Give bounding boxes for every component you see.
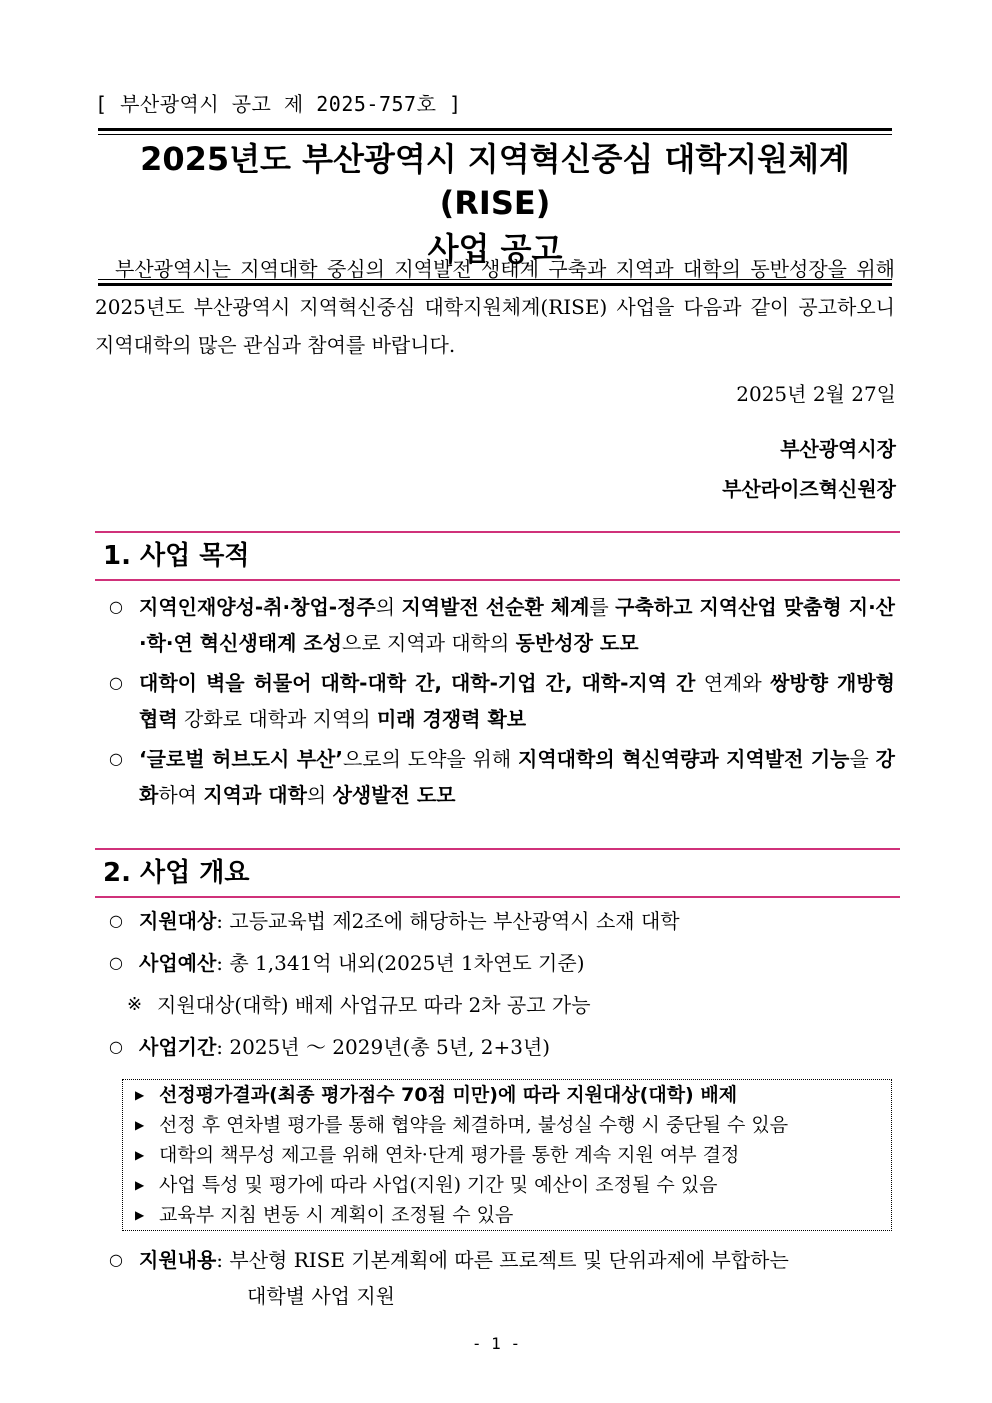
page-number: - 1 -	[471, 1334, 521, 1353]
bullet-circle-icon: ○	[109, 953, 123, 972]
triangle-bullet-icon: ▶	[135, 1148, 145, 1162]
overview-label: 지원내용	[139, 1248, 217, 1272]
bullet-circle-icon: ○	[109, 1250, 123, 1269]
text-run: 를	[589, 595, 616, 619]
document-title-line2: 사업 공고	[427, 230, 563, 268]
purpose-bullet-list	[95, 589, 895, 817]
condition-item: ▶ 선정 후 연차별 평가를 통해 협약을 체결하며, 불성실 수행 시 중단될 수 있음	[123, 1110, 891, 1140]
overview-item-target	[95, 903, 895, 939]
overview-label: 사업기간	[139, 1035, 217, 1059]
bullet-circle-icon: ○	[109, 1037, 123, 1056]
bold-text-run: 지역인재양성-취·창업-정주	[139, 595, 376, 619]
support-content	[95, 1242, 895, 1318]
bold-text-run: 지역대학의 혁신역량과 지역발전 기능	[518, 747, 850, 771]
title-top-rule	[98, 128, 892, 131]
bullet-circle-icon: ○	[109, 597, 123, 616]
bullet-circle-icon: ○	[109, 749, 123, 768]
triangle-bullet-icon: ▶	[135, 1118, 145, 1132]
bullet-circle-icon: ○	[109, 673, 123, 692]
overview-note	[95, 987, 895, 1023]
overview-item-period	[95, 1029, 895, 1065]
overview-note-text: 지원대상(대학) 배제 사업규모 따라 2차 공고 가능	[157, 993, 591, 1017]
period-conditions-box	[122, 1079, 892, 1231]
bold-text-run: 미래 경쟁력 확보	[376, 707, 527, 731]
text-run: 으로의 도약을 위해	[342, 747, 519, 771]
purpose-bullet	[95, 589, 895, 661]
text-run: 의	[306, 783, 333, 807]
bold-text-run: ‘글로벌 허브도시 부산’	[139, 747, 343, 771]
overview-text: : 2025년 ～ 2029년(총 5년, 2+3년)	[216, 1035, 551, 1059]
overview-text: : 총 1,341억 내외(2025년 1차연도 기준)	[216, 951, 585, 975]
overview-label: 사업예산	[139, 951, 217, 975]
overview-item-budget	[95, 945, 895, 981]
text-run: 연계와	[695, 671, 771, 695]
document-title-line1: 2025년도 부산광역시 지역혁신중심 대학지원체계(RISE)	[140, 140, 850, 222]
bold-text-run: 구축하고 지역산업 맞춤형 지·산·학·연 혁신생태계 조성	[139, 595, 895, 655]
reference-mark-icon: ※	[127, 994, 143, 1015]
notice-number: [ 부산광역시 공고 제 2025-757호 ]	[95, 92, 462, 116]
text-run: 을	[849, 747, 876, 771]
bold-text-run: 지역발전 선순환 체계	[401, 595, 590, 619]
bold-text-run: 강화	[139, 747, 895, 807]
text-run: 으로 지역과 대학의	[342, 631, 516, 655]
overview-text: : 고등교육법 제2조에 해당하는 부산광역시 소재 대학	[216, 909, 680, 933]
support-text-line2: 대학별 사업 지원	[247, 1284, 395, 1308]
triangle-bullet-icon: ▶	[135, 1208, 145, 1222]
condition-item: ▶ 선정평가결과(최종 평가점수 70점 미만)에 따라 지원대상(대학) 배제	[123, 1080, 891, 1110]
purpose-bullet	[95, 741, 895, 813]
section-heading-overview: 2. 사업 개요	[95, 848, 900, 898]
section-heading-purpose: 1. 사업 목적	[95, 531, 900, 581]
text-run: 강화로 대학과 지역의	[177, 707, 377, 731]
triangle-bullet-icon: ▶	[135, 1088, 145, 1102]
triangle-bullet-icon: ▶	[135, 1178, 145, 1192]
overview-list	[95, 903, 895, 1069]
condition-item: ▶ 교육부 지침 변동 시 계획이 조정될 수 있음	[123, 1200, 891, 1230]
support-text-line1: : 부산형 RISE 기본계획에 따른 프로젝트 및 단위과제에 부합하는	[216, 1248, 789, 1272]
bullet-circle-icon: ○	[109, 911, 123, 930]
notice-date: 2025년 2월 27일	[736, 382, 896, 406]
signer-mayor: 부산광역시장	[780, 437, 896, 461]
title-top-rule-thin	[98, 134, 892, 135]
bold-text-run: 쌍방향 개방형 협력	[139, 671, 895, 731]
signer-rise-institute: 부산라이즈혁신원장	[722, 477, 896, 501]
overview-item-support	[95, 1242, 895, 1314]
text-run: 의	[375, 595, 402, 619]
bold-text-run: 대학이 벽을 허물어 대학-대학 간, 대학-기업 간, 대학-지역 간	[139, 671, 696, 695]
bold-text-run: 상생발전 도모	[332, 783, 456, 807]
intro-paragraph: 부산광역시는 지역대학 중심의 지역발전 생태계 구축과 지역과 대학의 동반성장을 위해 2025년도 부산광역시 지역혁신중심 대학지원체계(RISE) 사업을 다음과 같이 공고하오니 지역대학의 많은 관심과 참여를 바랍니다.	[95, 257, 895, 357]
bold-text-run: 지역과 대학	[203, 783, 307, 807]
condition-item: ▶ 대학의 책무성 제고를 위해 연차·단계 평가를 통한 계속 지원 여부 결정	[123, 1140, 891, 1170]
overview-label: 지원대상	[139, 909, 217, 933]
text-run: 하여	[158, 783, 204, 807]
purpose-bullet	[95, 665, 895, 737]
condition-item: ▶ 사업 특성 및 평가에 따라 사업(지원) 기간 및 예산이 조정될 수 있음	[123, 1170, 891, 1200]
bold-text-run: 동반성장 도모	[515, 631, 639, 655]
